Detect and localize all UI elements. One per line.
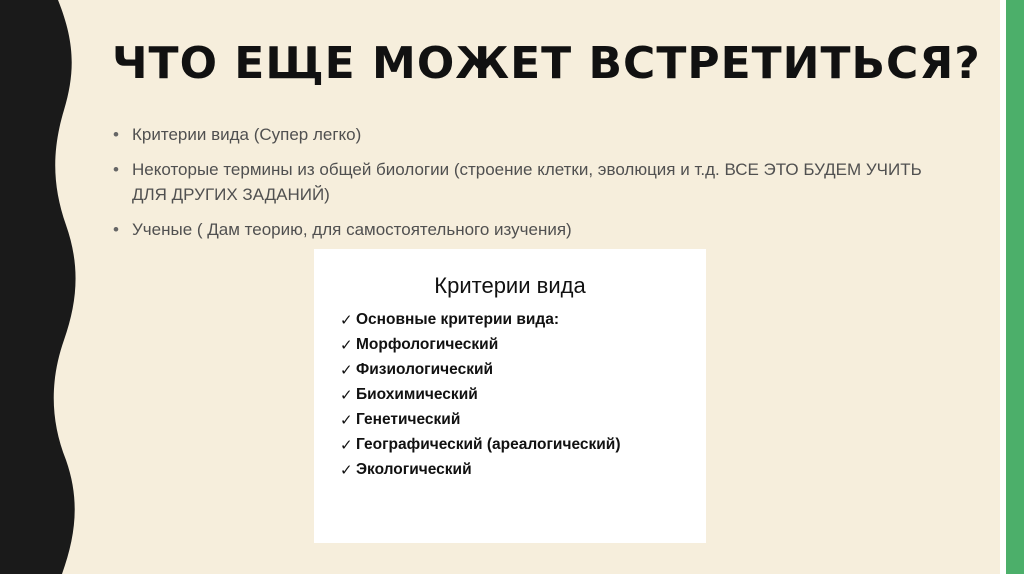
criteria-item — [340, 432, 620, 457]
criteria-text: Физиологический — [356, 360, 494, 378]
slide-title: ЧТО ЕЩЕ МОЖЕТ ВСТРЕТИТЬСЯ? — [112, 38, 981, 89]
species-criteria-card — [314, 249, 706, 543]
criteria-item — [340, 332, 620, 357]
criteria-text: Основные критерии вида: — [356, 310, 560, 328]
criteria-text: Экологический — [356, 460, 472, 478]
checkmark-icon: ✓ — [340, 360, 353, 379]
criteria-item — [340, 307, 620, 332]
checkmark-icon: ✓ — [340, 335, 353, 354]
checkmark-icon: ✓ — [340, 435, 353, 454]
criteria-item — [340, 357, 620, 382]
accent-stripe — [1006, 0, 1024, 574]
bullet-text: Некоторые термины из общей биологии (строение клетки, эволюция и т.д. ВСЕ ЭТО БУДЕМ УЧИТЬ ДЛЯ ДРУГИХ ЗАДАНИЙ) — [132, 160, 922, 204]
criteria-text: Географический (ареалогический) — [356, 435, 621, 453]
bullet-item — [112, 157, 932, 207]
bullet-dot-icon: • — [113, 160, 119, 179]
bullet-dot-icon: • — [113, 220, 119, 239]
checkmark-icon: ✓ — [340, 310, 353, 329]
bullet-dot-icon: • — [113, 125, 119, 144]
checkmark-icon: ✓ — [340, 460, 353, 479]
checkmark-icon: ✓ — [340, 385, 353, 404]
criteria-text: Генетический — [356, 410, 461, 428]
bullet-list — [112, 122, 932, 252]
criteria-item — [340, 382, 620, 407]
criteria-list — [340, 307, 620, 482]
bullet-item — [112, 217, 932, 242]
bullet-item — [112, 122, 932, 147]
bullet-text: Ученые ( Дам теорию, для самостоятельного изучения) — [132, 220, 572, 239]
criteria-text: Биохимический — [356, 385, 478, 403]
bullet-text: Критерии вида (Супер легко) — [132, 125, 362, 144]
wavy-band-shape — [0, 0, 80, 574]
criteria-item — [340, 457, 620, 482]
checkmark-icon: ✓ — [340, 410, 353, 429]
criteria-text: Морфологический — [356, 335, 499, 353]
card-title: Критерии вида — [434, 273, 586, 298]
left-decorative-band — [0, 0, 80, 574]
criteria-item — [340, 407, 620, 432]
